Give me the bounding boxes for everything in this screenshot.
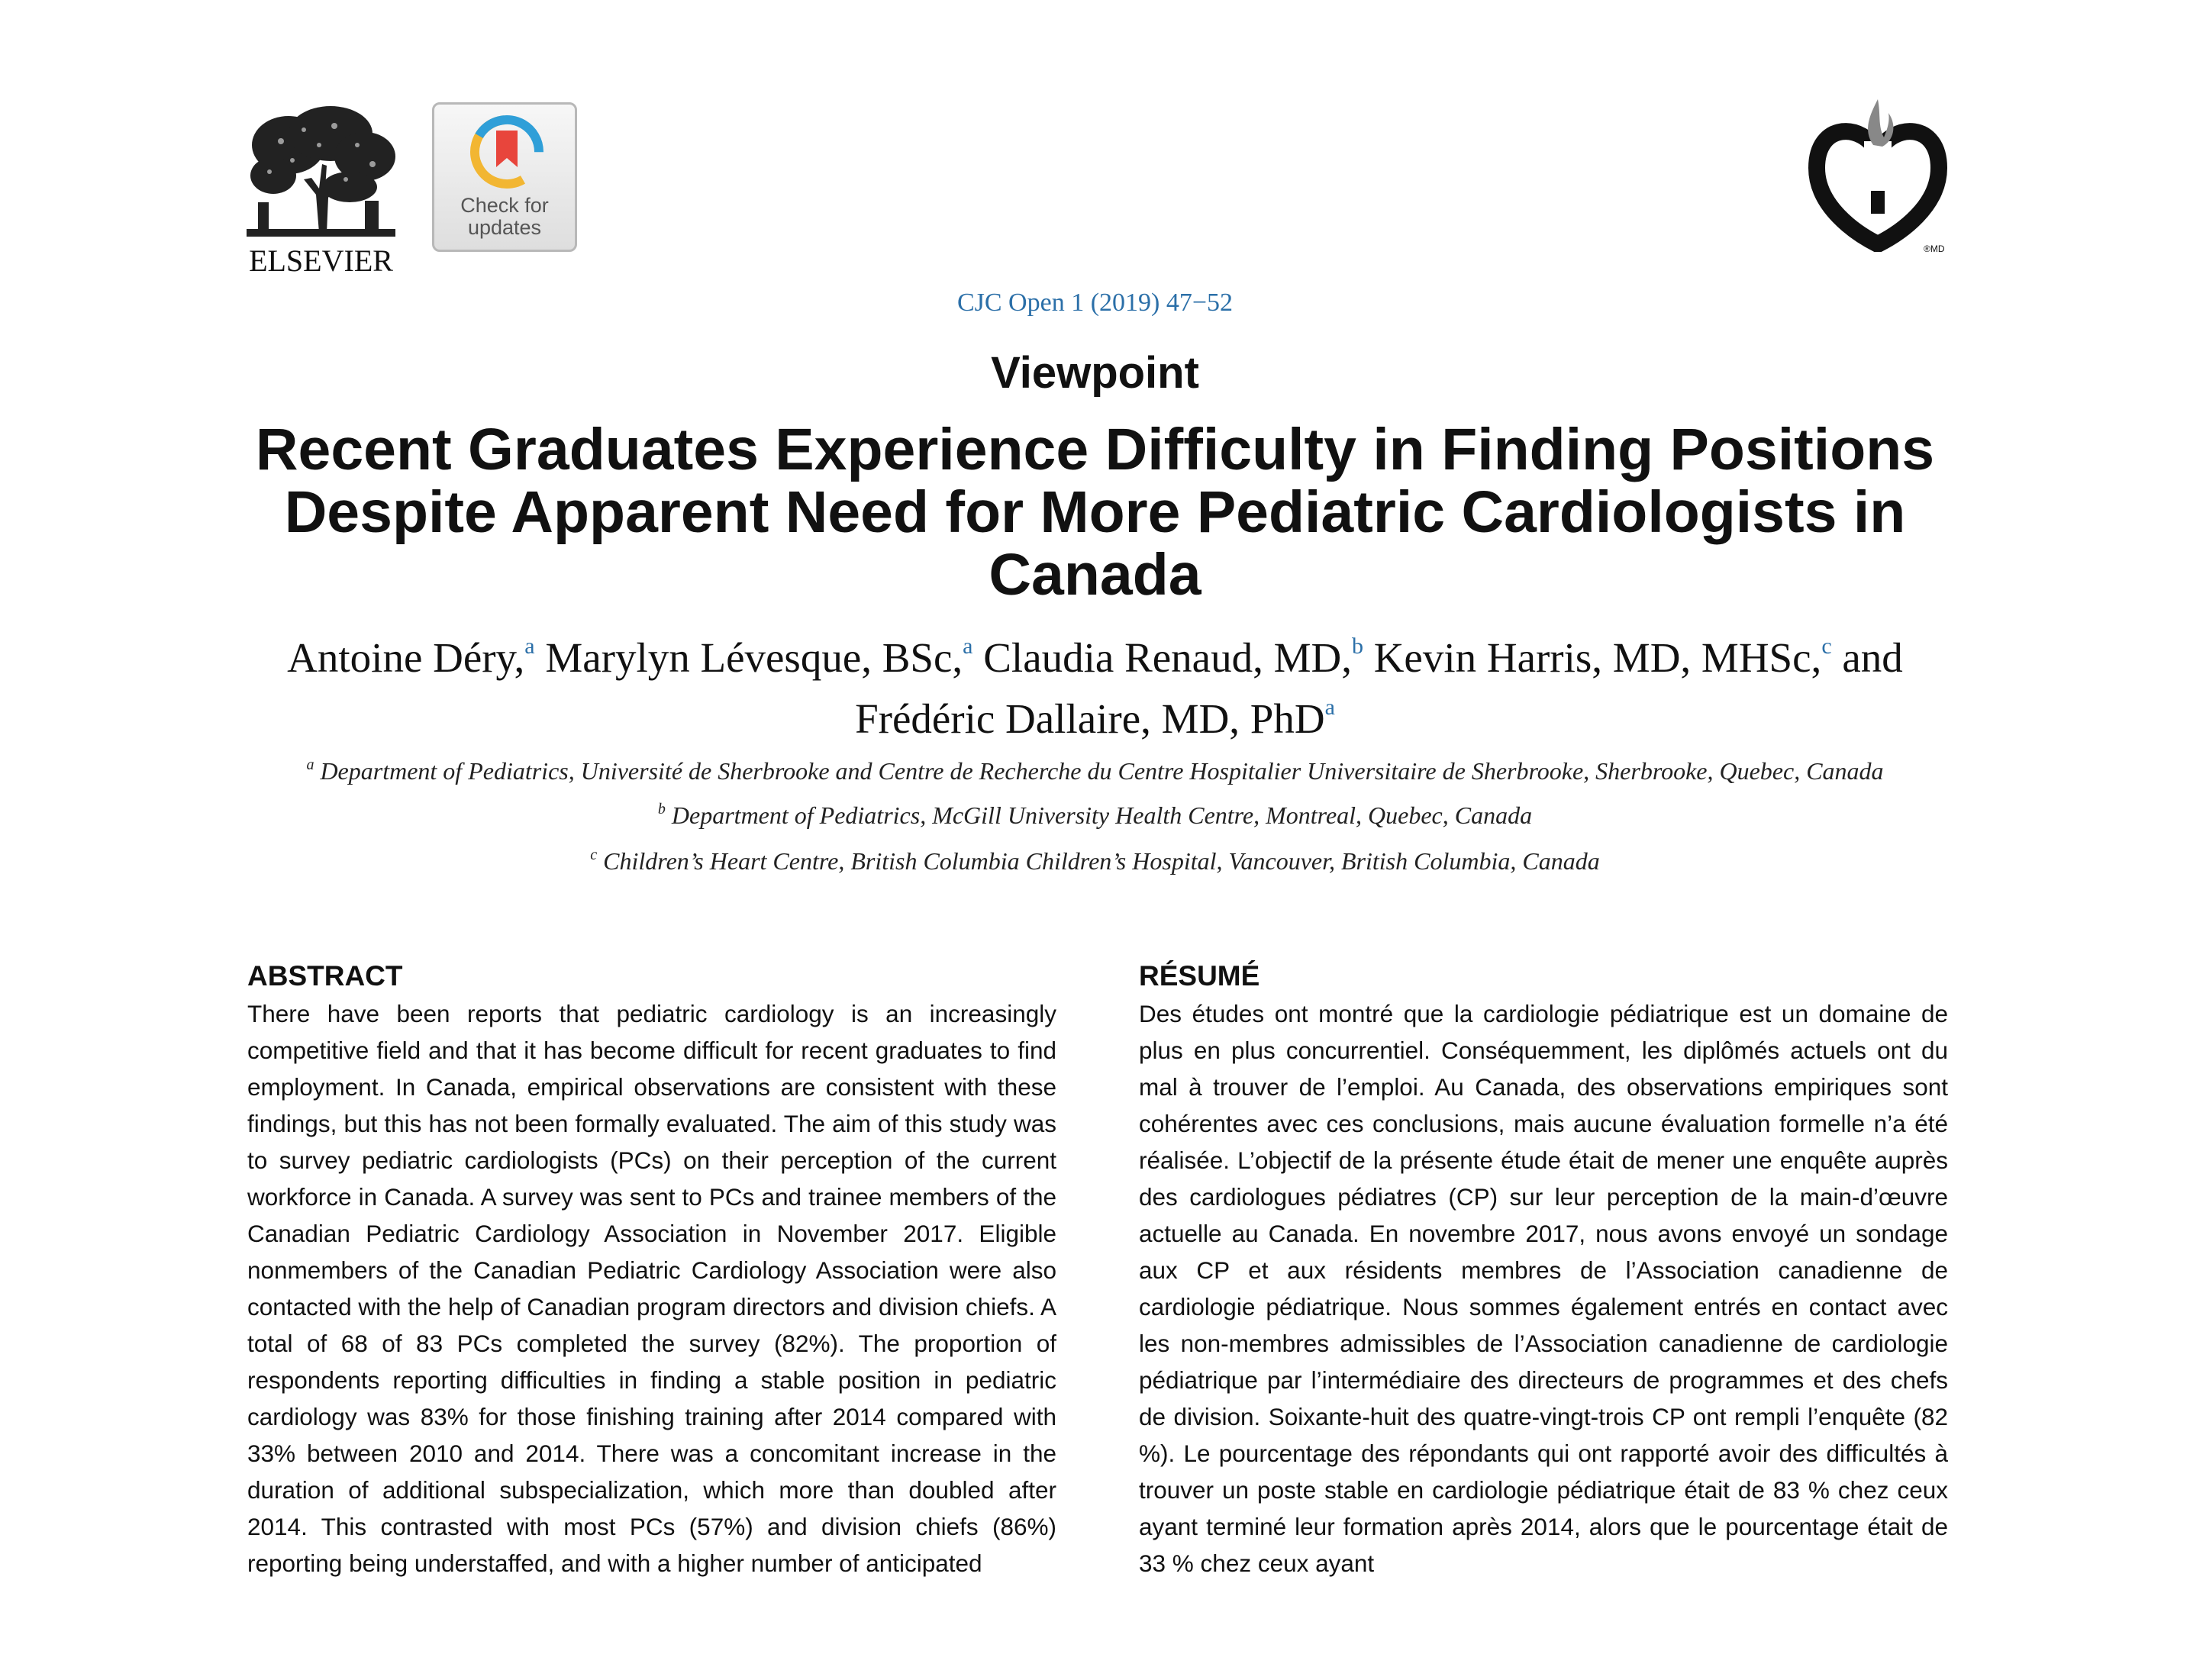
author-affiliation-link[interactable]: a (1324, 695, 1335, 720)
author-name: Kevin Harris, MD, MHSc, (1373, 634, 1822, 681)
affiliation-text: Department of Pediatrics, McGill University Health Centre, Montreal, Quebec, Canada (671, 801, 1533, 829)
check-for-updates-button[interactable] (432, 102, 577, 252)
affiliation-text: Department of Pediatrics, Université de Sherbrooke and Centre de Recherche du Centre Hospitalier Universitaire de Sherbrooke, Sherbrooke, Quebec, Canada (320, 757, 1884, 785)
resume-body: Des études ont montré que la cardiologie pédiatrique est un domaine de plus en plus concurrentiel. Conséquemment, les diplômés actuels ont du mal à trouver de l’emploi. Au Canada, des observations empiriques sont cohérentes avec ces conclusions, mais aucune évaluation formelle n’a été réalisée. L’objectif de la présente étude était de mener une enquête auprès des cardiologues pédiatres (CP) sur leur perception de la main-d’œuvre actuelle au Canada. En novembre 2017, nous avons envoyé un sondage aux CP et aux résidents membres de l’Association canadienne de cardiologie pédiatrique. Nous sommes également entrés en contact avec les non-membres admissibles de l’Association canadienne de cardiologie pédiatrique par l’intermédiaire des directeurs de programmes et des chefs de division. Soixante-huit des quatre-vingt-trois CP ont rempli l’enquête (82 %). Le pourcentage des répondants qui ont rapporté avoir des difficultés à trouver un poste stable en cardiologie pédiatrique était de 83 % chez ceux ayant terminé leur formation après 2014, alors que le pourcentage était de 33 % chez ceux ayant (1139, 1000, 1948, 1577)
affiliation-a (0, 757, 2190, 785)
author-name: Frédéric Dallaire, MD, PhD (855, 695, 1325, 742)
affiliation-marker: a (306, 756, 314, 773)
affiliation-text: Children’s Heart Centre, British Columbia Children’s Hospital, Vancouver, British Columbia, Canada (603, 847, 1600, 875)
article-title: Recent Graduates Experience Difficulty in Finding Positions Despite Apparent Need for More Pediatric Cardiologists in Canada (255, 417, 1935, 608)
affiliation-c (0, 847, 2190, 875)
affiliation-b (0, 801, 2190, 830)
author-affiliation-link[interactable]: b (1351, 634, 1363, 659)
check-updates-label: Check for updates (460, 194, 549, 239)
affiliation-marker: c (590, 846, 598, 863)
article-type: Viewpoint (991, 348, 1199, 398)
journal-citation-link[interactable]: CJC Open 1 (2019) 47−52 (956, 289, 1234, 317)
society-heart-logo (1801, 99, 1954, 252)
author-affiliation-link[interactable]: a (524, 634, 535, 659)
author-conjunction: and (1842, 634, 1903, 681)
resume-heading: RÉSUMÉ (1139, 960, 1260, 992)
author-name: Antoine Déry, (287, 634, 525, 681)
abstract-body: There have been reports that pediatric cardiology is an increasingly competitive field and that it has become difficult for recent graduates to find employment. In Canada, empirical observations are consistent with these findings, but this has not been formally evaluated. The aim of this study was to survey pediatric cardiologists (PCs) on their perception of the current workforce in Canada. A survey was sent to PCs and trainee members of the Canadian Pediatric Cardiology Association in November 2017. Eligible nonmembers of the Canadian Pediatric Cardiology Association were also contacted with the help of Canadian program directors and division chiefs. A total of 68 of 83 PCs completed the survey (82%). The proportion of respondents reporting difficulties in finding a stable position in pediatric cardiology was 83% for those finishing training after 2014 compared with 33% between 2010 and 2014. There was a concomitant increase in the duration of additional subspecialization, which more than doubled after 2014. This contrasted with most PCs (57%) and division chiefs (86%) reporting being understaffed, and with a higher number of anticipated (247, 1000, 1056, 1577)
author-name: Marylyn Lévesque, BSc, (545, 634, 963, 681)
author-list (229, 627, 1961, 750)
elsevier-wordmark: ELSEVIER (249, 243, 393, 278)
abstract-heading: ABSTRACT (247, 960, 403, 992)
author-affiliation-link[interactable]: c (1821, 634, 1832, 659)
check-updates-icon (469, 114, 545, 190)
affiliation-marker: b (657, 801, 666, 817)
author-name: Claudia Renaud, MD, (983, 634, 1352, 681)
svg-text:®MD: ®MD (1924, 243, 1945, 252)
author-affiliation-link[interactable]: a (963, 634, 973, 659)
